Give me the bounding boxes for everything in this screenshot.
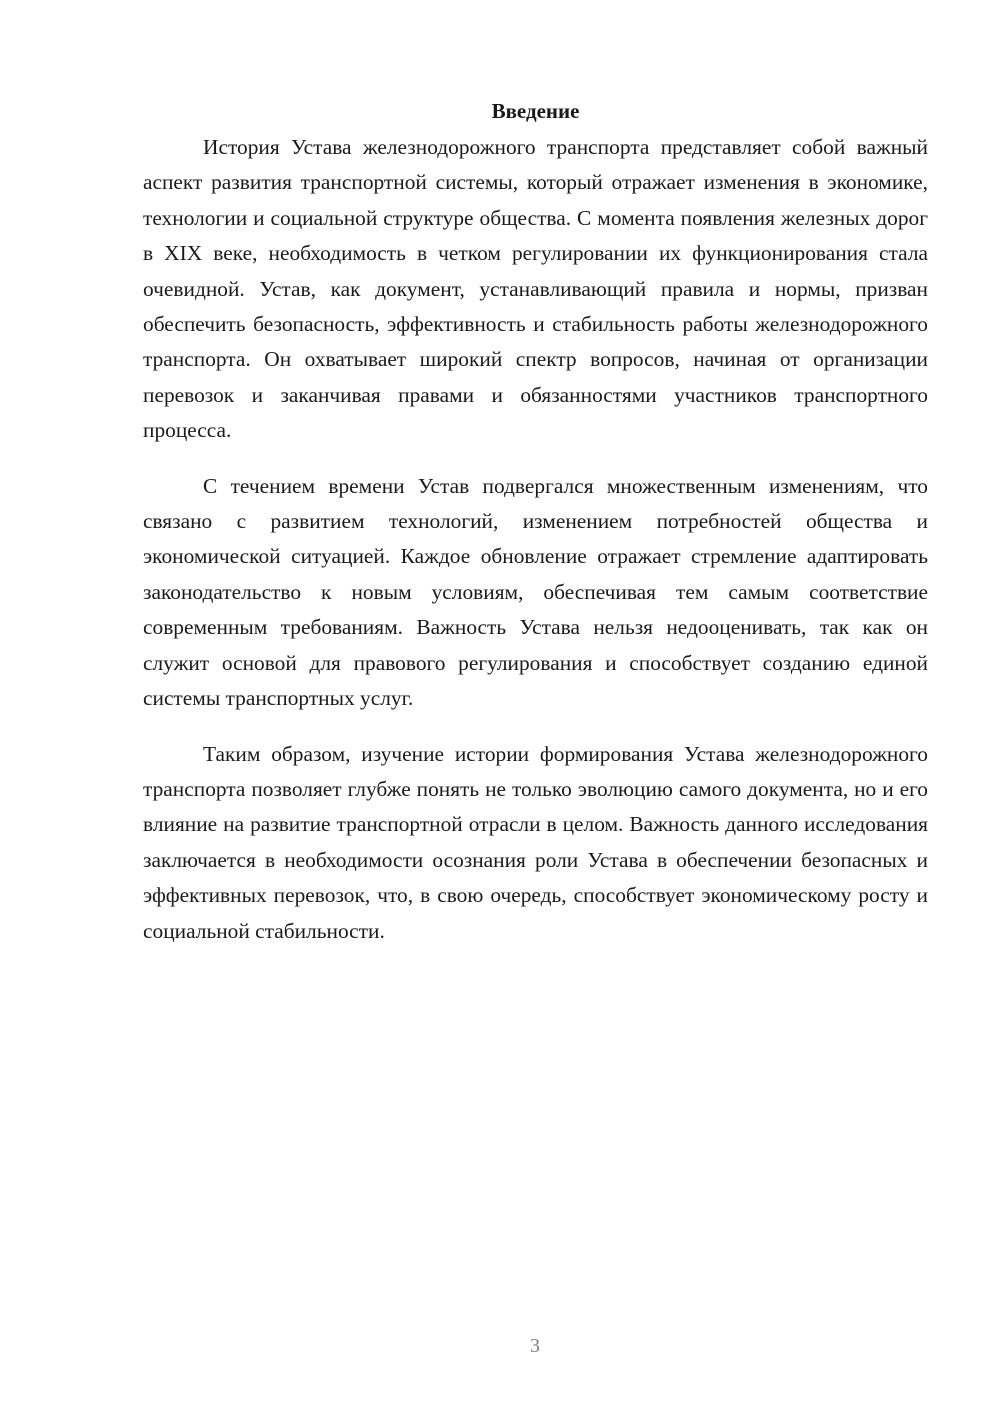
page-content: [143, 96, 928, 969]
paragraph-1: История Устава железнодорожного транспорта представляет собой важный аспект развития транспортной системы, который отражает изменения в экономике, технологии и социальной структуре общества. С момента появления железных дорог в XIX веке, необходимость в четком регулировании их функционирования стала очевидной. Устав, как документ, устанавливающий правила и нормы, призван обеспечить безопасность, эффективность и стабильность работы железнодорожного транспорта. Он охватывает широкий спектр вопросов, начиная от организации перевозок и заканчивая правами и обязанностями участников транспортного процесса.: [143, 135, 928, 443]
section-heading: Введение: [491, 99, 580, 123]
page-number: 3: [530, 1335, 540, 1357]
paragraph-2: С течением времени Устав подвергался множественным изменениям, что связано с развитием технологий, изменением потребностей общества и экономической ситуацией. Каждое обновление отражает стремление адаптировать законодательство к новым условиям, обеспечивая тем самым соответствие современным требованиям. Важность Устава нельзя недооценивать, так как он служит основой для правового регулирования и способствует созданию единой системы транспортных услуг.: [143, 473, 928, 711]
paragraph-3: Таким образом, изучение истории формирования Устава железнодорожного транспорта позволяет глубже понять не только эволюцию самого документа, но и его влияние на развитие транспортной отрасли в целом. Важность данного исследования заключается в необходимости осознания роли Устава в обеспечении безопасных и эффективных перевозок, что, в свою очередь, способствует экономическому росту и социальной стабильности.: [143, 741, 928, 943]
